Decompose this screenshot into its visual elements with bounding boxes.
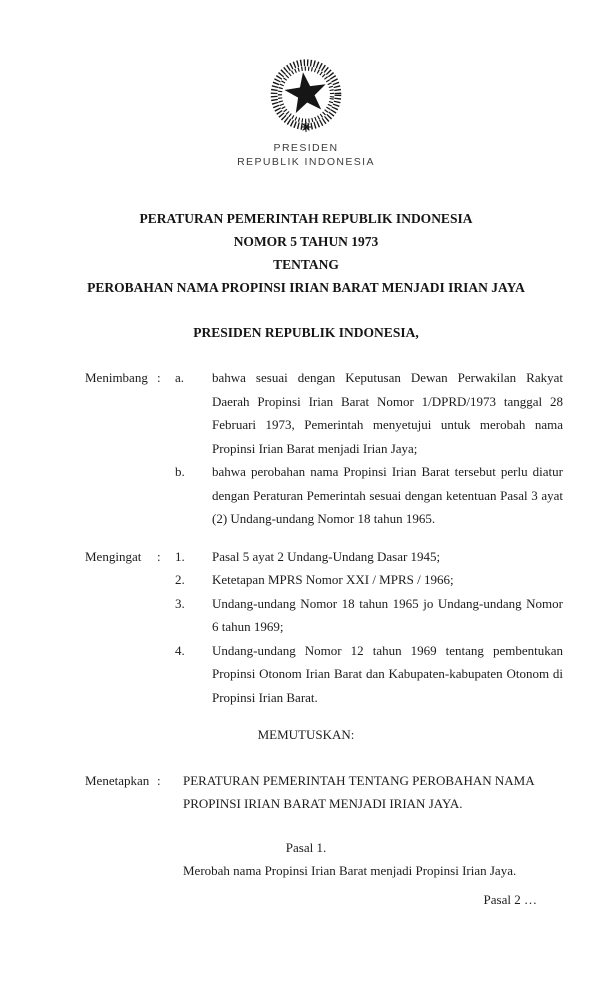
menimbang-colon: : [157, 370, 161, 385]
menimbang-section [85, 366, 563, 531]
mengingat-text-2: Ketetapan MPRS Nomor XXI / MPRS / 1966; [212, 572, 454, 587]
menimbang-text-a: bahwa sesuai dengan Keputusan Dewan Perwakilan Rakyat Daerah Propinsi Irian Barat Nomor 1/DPRD/1973 tanggal 28 Februari 1973, Pemerintah menyetujui untuk merobah nama Propinsi Irian Barat menjadi Irian Jaya; [212, 370, 563, 456]
title-line-4: PEROBAHAN NAMA PROPINSI IRIAN BARAT MENJADI IRIAN JAYA [87, 280, 525, 295]
item-marker-3: 3. [175, 595, 185, 611]
menimbang-text-b: bahwa perobahan nama Propinsi Irian Barat tersebut perlu diatur dengan Peraturan Pemerintah sesuai dengan ketentuan Pasal 3 ayat (2) Undang-undang Nomor 18 tahun 1965. [212, 464, 563, 526]
menetapkan-section [85, 769, 563, 816]
menimbang-label: Menimbang [85, 370, 148, 385]
mengingat-item-2 [85, 568, 563, 592]
mengingat-text-1: Pasal 5 ayat 2 Undang-Undang Dasar 1945; [212, 548, 441, 564]
mengingat-text-3: Undang-undang Nomor 18 tahun 1965 jo Undang-undang Nomor 6 tahun 1969; [212, 595, 563, 634]
document-title [0, 207, 612, 299]
republik-indonesia-label: REPUBLIK INDONESIA [237, 156, 375, 168]
memutuskan-heading: MEMUTUSKAN: [257, 727, 355, 742]
star-icon [284, 72, 325, 113]
menimbang-item-b [85, 460, 563, 531]
mengingat-item-3 [85, 592, 563, 639]
salutation-line: PRESIDEN REPUBLIK INDONESIA, [193, 325, 419, 340]
mengingat-item-1 [85, 545, 563, 569]
presiden-label: PRESIDEN [273, 142, 339, 154]
mengingat-label: Mengingat [85, 548, 142, 564]
mengingat-text-4: Undang-undang Nomor 12 tahun 1969 tentang pembentukan Propinsi Otonom Irian Barat dan Kabupaten-kabupaten Otonom di Propinsi Irian Barat. [212, 642, 563, 705]
item-marker-a: a. [175, 370, 185, 385]
pasal-2-catchword: Pasal 2 … [483, 891, 537, 907]
mengingat-item-4 [85, 639, 563, 710]
presidential-emblem-icon [264, 55, 348, 141]
item-marker-b: b. [175, 464, 185, 479]
menetapkan-colon: : [157, 772, 161, 788]
item-marker-2: 2. [175, 572, 185, 587]
title-line-1: PERATURAN PEMERINTAH REPUBLIK INDONESIA [139, 211, 473, 226]
menimbang-item-a [85, 366, 563, 460]
document-header [0, 0, 612, 169]
item-marker-4: 4. [175, 642, 185, 658]
title-line-2: NOMOR 5 TAHUN 1973 [233, 234, 379, 249]
pasal-1-body: Merobah nama Propinsi Irian Barat menjadi Propinsi Irian Jaya. [183, 863, 517, 878]
pasal-1-heading: Pasal 1. [285, 839, 327, 855]
menetapkan-row [85, 769, 563, 816]
menetapkan-text: PERATURAN PEMERINTAH TENTANG PEROBAHAN NAMA PROPINSI IRIAN BARAT MENJADI IRIAN JAYA. [183, 772, 534, 811]
item-marker-1: 1. [175, 548, 185, 564]
mengingat-section [85, 545, 563, 710]
mengingat-colon: : [157, 548, 161, 564]
title-line-3: TENTANG [273, 257, 339, 272]
menetapkan-label: Menetapkan [85, 772, 150, 788]
